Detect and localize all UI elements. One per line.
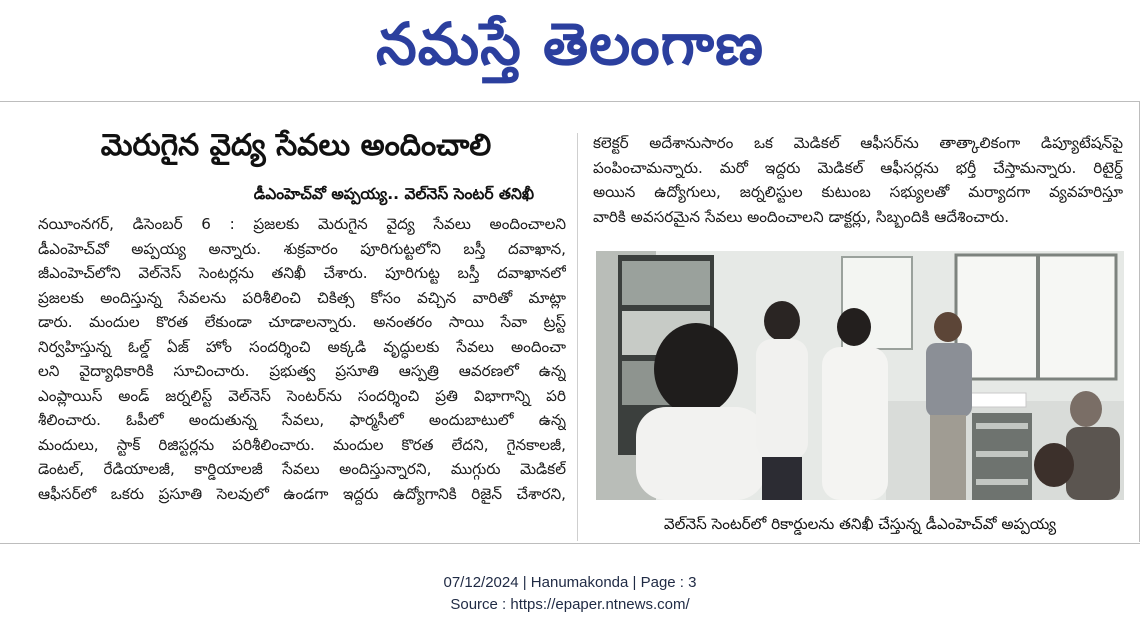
body-line: నయీంనగర్, డిసెంబర్ 6 : ప్రజలకు మెరుగైన వైద్య సేవలు అందించాలని	[38, 215, 566, 233]
article-body-left-column	[38, 212, 566, 506]
body-line: నిర్వహిస్తున్న ఓల్డ్ ఏజ్ హోం సందర్శించి అక్కడి వృద్ధులకు సేవలు అందించా	[38, 337, 566, 356]
body-line: మందులు, స్టాక్ రిజిస్టర్లను పరిశీలించారు. మందుల కొరత లేదని, గైనకాలజీ,	[38, 435, 566, 454]
newspaper-logo: నమస్తే తెలంగాణ	[376, 10, 764, 78]
article-subheadline: డీఎంహెచ్‌వో అప్పయ్య.. వెల్‌నెస్ సెంటర్ తనిఖీ	[253, 185, 534, 203]
body-line: అయిన ఉద్యోగులు, జర్నలిస్టుల కుటుంబ సభ్యులతో మర్యాదగా వ్యవహరిస్తూ	[593, 183, 1123, 201]
body-line: డీఎంహెచ్‌వో అప్పయ్య అన్నారు. శుక్రవారం పూరిగుట్టలోని బస్తీ దవాఖాన,	[38, 239, 566, 258]
article-headline: మెరుగైన వైద్య సేవలు అందించాలి	[100, 128, 492, 163]
edition-info: 07/12/2024 | Hanumakonda | Page : 3	[443, 574, 697, 591]
body-line: ప్రజలకు అందిస్తున్న సేవలను పరిశీలించి చికిత్స కోసం వచ్చిన వారితో మాట్లా	[38, 288, 566, 307]
body-line: కలెక్టర్ అదేశానుసారం ఒక మెడికల్ ఆఫీసర్‌ను తాత్కాలికంగా డిప్యూటేషన్‌పై	[593, 134, 1123, 152]
body-line: శీలించారు. ఓపీలో అందుతున్న సేవలు, ఫార్మసీలో అందుబాటులో ఉన్న	[38, 411, 566, 429]
column-divider	[577, 133, 578, 541]
body-line: డెంటల్, రేడియాలజీ, కార్డియాలజీ సేవలు అందిస్తున్నారని, ముగ్గురు మెడికల్	[38, 460, 566, 478]
body-line: జీఎంహెచ్‌లోని వెల్‌నెస్ సెంటర్లను తనిఖీ చేశారు. పూరిగుట్ట బస్తీ దవాఖానలో	[38, 264, 566, 282]
article-body-right-column	[593, 131, 1123, 229]
body-line: వారికి అవసరమైన సేవలు అందించాలని డాక్టర్లు, సిబ్బందికి ఆదేశించారు.	[593, 207, 1010, 226]
body-line: ఎంప్లాయిస్ అండ్ జర్నలిస్ట్ వెల్‌నెస్ సెంటర్‌ను సందర్శించి ప్రతి విభాగాన్ని పరి	[38, 386, 566, 405]
clinic-inspection-photo	[596, 251, 1124, 500]
body-line: లని వైద్యాధికారికి సూచించారు. ప్రభుత్వ ప్రసూతి ఆస్పత్రి ఆవరణలో ఉన్న	[38, 362, 566, 380]
source-link[interactable]: Source : https://epaper.ntnews.com/	[450, 596, 690, 613]
body-line: డారు. మందుల కొరత లేకుండా చూడాలన్నారు. అనంతరం సాయి సేవా ట్రస్ట్	[38, 313, 566, 331]
body-line: పంపించామన్నారు. మరో ఇద్దరు మెడికల్ ఆఫీసర్లను భర్తీ చేస్తామన్నారు. రిటైర్డ్	[593, 158, 1123, 177]
photo-caption: వెల్‌నెస్ సెంటర్‌లో రికార్డులను తనిఖీ చేస్తున్న డీఎంహెచ్‌వో అప్పయ్య	[663, 515, 1057, 533]
body-line: ఆఫీసర్‌లో ఒకరు ప్రసూతి సెలవులో ఉండగా ఇద్దరు ఉద్యోగానికి రిజైన్ చేశారని,	[38, 484, 566, 503]
news-photo	[596, 251, 1124, 500]
masthead	[0, 0, 1140, 88]
